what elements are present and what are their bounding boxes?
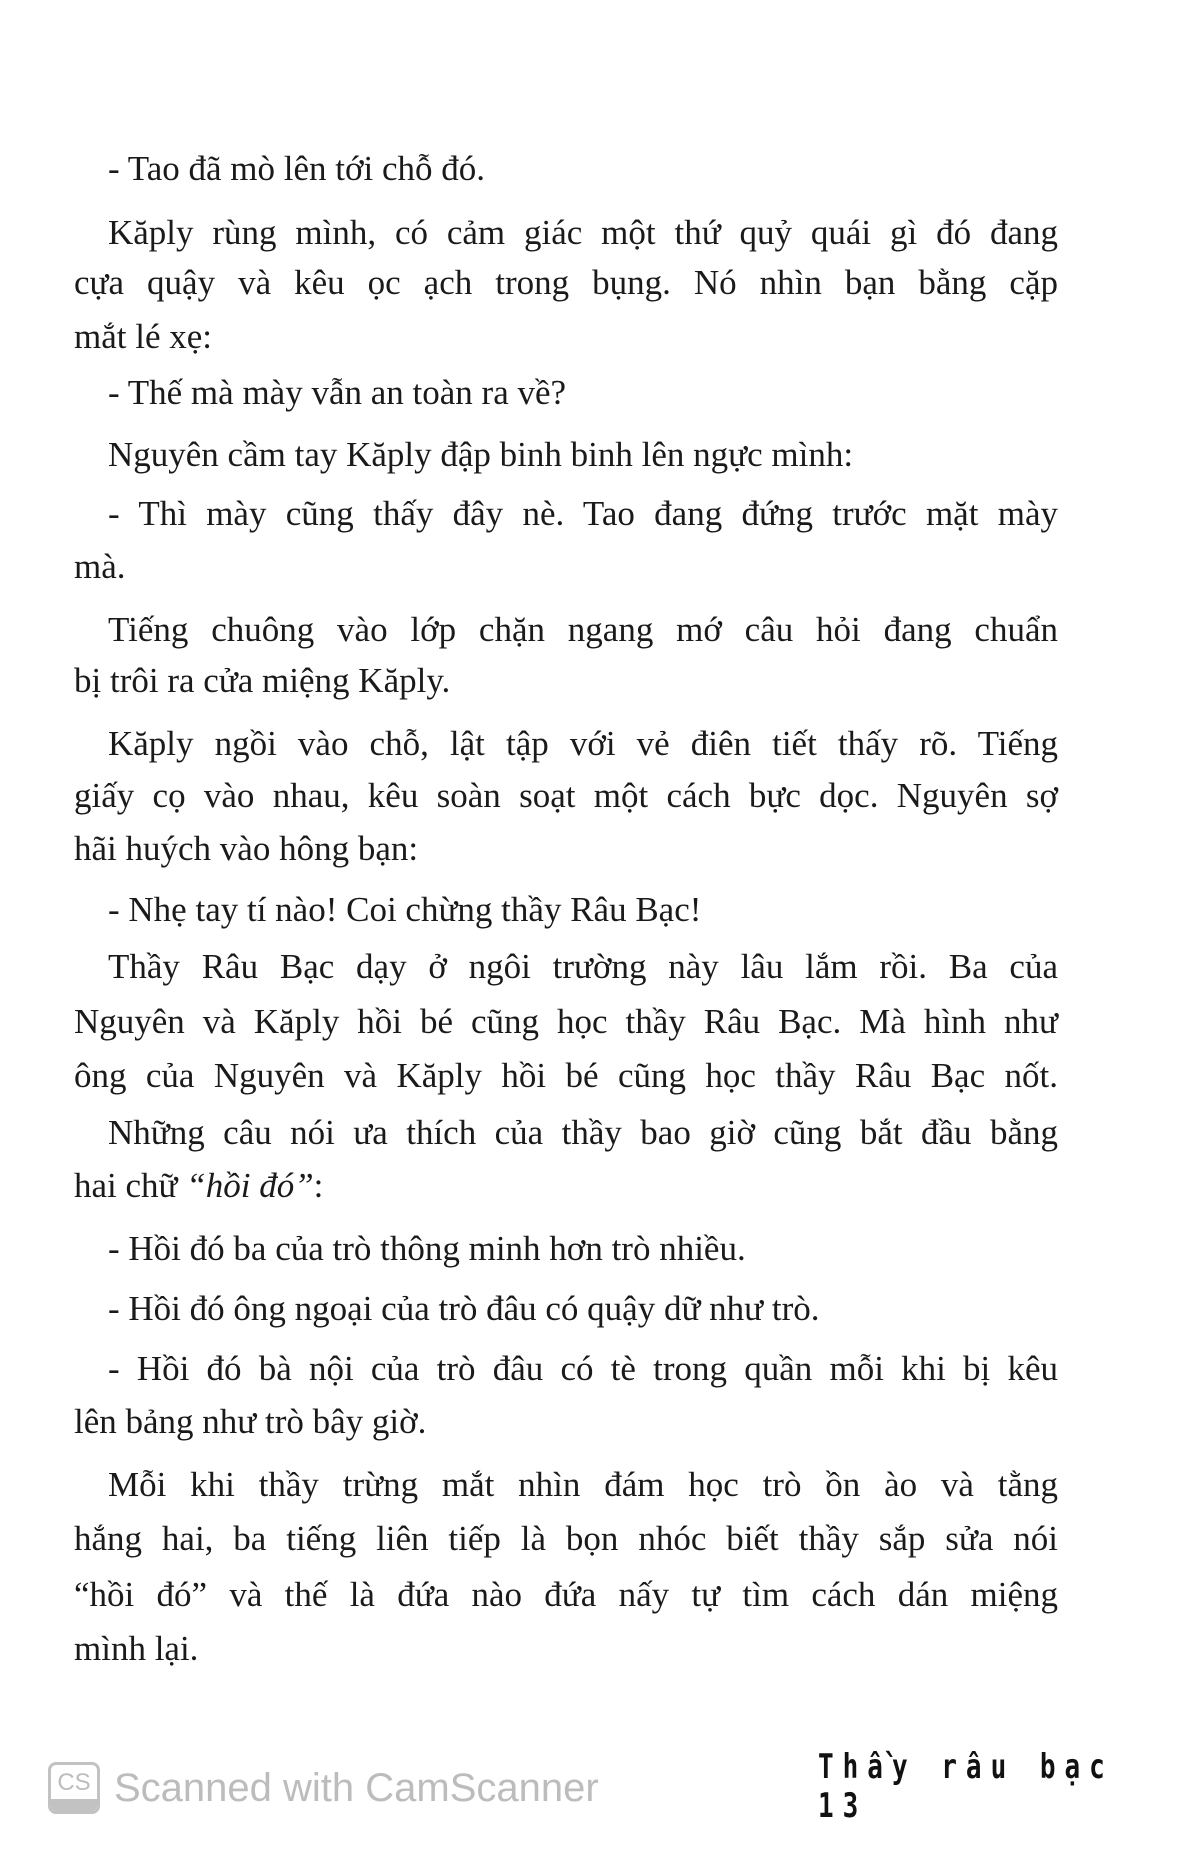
camscanner-logo-icon: CS xyxy=(48,1762,100,1814)
text-line: hắng hai, ba tiếng liên tiếp là bọn nhóc biết thầy sắp sửa nói xyxy=(74,1519,1058,1558)
text-line: - Tao đã mò lên tới chỗ đó. xyxy=(108,149,486,188)
text-line: Nguyên cầm tay Kăply đập binh binh lên ngực mình: xyxy=(108,435,854,474)
text-line: hãi huých vào hông bạn: xyxy=(74,829,419,868)
text-line: Thầy Râu Bạc dạy ở ngôi trường này lâu lắm rồi. Ba của xyxy=(108,947,1058,986)
text-segment: : xyxy=(313,1166,324,1205)
text-line: Kăply rùng mình, có cảm giác một thứ quỷ quái gì đó đang xyxy=(108,213,1058,252)
running-footer xyxy=(818,1748,1184,1826)
running-title: Thầy râu bạc xyxy=(818,1748,1114,1787)
text-line: mình lại. xyxy=(74,1629,199,1668)
text-line: Tiếng chuông vào lớp chặn ngang mớ câu hỏi đang chuẩn xyxy=(108,610,1058,649)
text-line: bị trôi ra cửa miệng Kăply. xyxy=(74,661,451,700)
page-number: 13 xyxy=(818,1787,868,1826)
text-line: “hồi đó” và thế là đứa nào đứa nấy tự tìm cách dán miệng xyxy=(74,1575,1058,1614)
text-line: - Thế mà mày vẫn an toàn ra về? xyxy=(108,373,567,412)
text-line: - Thì mày cũng thấy đây nè. Tao đang đứng trước mặt mày xyxy=(108,494,1058,533)
text-line: lên bảng như trò bây giờ. xyxy=(74,1402,427,1441)
text-line: Những câu nói ưa thích của thầy bao giờ cũng bắt đầu bằng xyxy=(108,1113,1058,1152)
text-line xyxy=(74,1162,1058,1210)
text-segment: hai chữ xyxy=(74,1166,187,1205)
text-line: - Hồi đó bà nội của trò đâu có tè trong quần mỗi khi bị kêu xyxy=(108,1349,1058,1388)
emphasis-text: “hồi đó” xyxy=(186,1166,314,1205)
text-line: cựa quậy và kêu ọc ạch trong bụng. Nó nhìn bạn bằng cặp xyxy=(74,263,1058,302)
text-line: ông của Nguyên và Kăply hồi bé cũng học thầy Râu Bạc nốt. xyxy=(74,1056,1058,1095)
text-line: mắt lé xẹ: xyxy=(74,317,213,356)
text-line: Mỗi khi thầy trừng mắt nhìn đám học trò ồn ào và tằng xyxy=(108,1465,1058,1504)
text-line: mà. xyxy=(74,547,126,586)
text-line: giấy cọ vào nhau, kêu soàn soạt một cách bực dọc. Nguyên sợ xyxy=(74,776,1058,815)
camscanner-watermark xyxy=(48,1762,599,1814)
watermark-text: Scanned with CamScanner xyxy=(114,1765,599,1810)
text-line: Kăply ngồi vào chỗ, lật tập với vẻ điên tiết thấy rõ. Tiếng xyxy=(108,724,1058,763)
text-line: - Hồi đó ông ngoại của trò đâu có quậy dữ như trò. xyxy=(108,1289,820,1328)
text-line: - Nhẹ tay tí nào! Coi chừng thầy Râu Bạc! xyxy=(108,890,702,929)
text-line: Nguyên và Kăply hồi bé cũng học thầy Râu Bạc. Mà hình như xyxy=(74,1002,1058,1041)
text-line: - Hồi đó ba của trò thông minh hơn trò nhiều. xyxy=(108,1229,746,1268)
